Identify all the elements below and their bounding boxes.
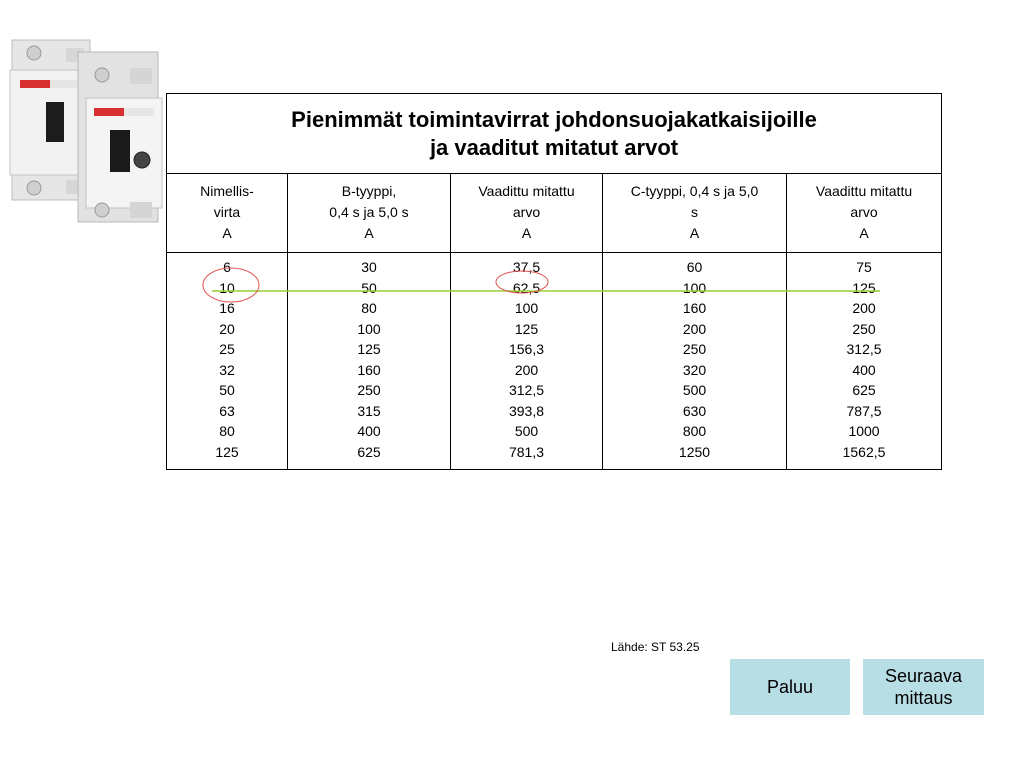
table-title (167, 94, 942, 174)
table-value: 625 (852, 382, 876, 398)
table-value: 320 (682, 361, 707, 378)
table-value: 100 (514, 300, 539, 316)
table-value: 500 (682, 382, 707, 398)
table-value: 1562,5 (842, 443, 886, 460)
table-value: 6 (223, 259, 231, 275)
column-header-line: Nimellis- (200, 183, 254, 199)
table-value: 200 (682, 320, 707, 337)
table-value: 20 (219, 320, 235, 337)
table-value: 62,5 (512, 279, 541, 296)
table-value: 500 (514, 423, 539, 439)
table-value: 16 (219, 300, 235, 316)
header-row (167, 174, 942, 253)
table-value: 125 (514, 320, 539, 337)
next-button-line2: mittaus (894, 688, 953, 708)
next-measurement-button[interactable] (863, 659, 984, 715)
table-value: 312,5 (508, 382, 545, 398)
table-value: 250 (357, 382, 381, 398)
column-header-line: A (364, 225, 374, 241)
current-table (166, 93, 942, 470)
table-value: 1250 (678, 443, 711, 460)
table-value: 37,5 (512, 259, 541, 275)
column-header-line: s (691, 204, 698, 220)
table-value: 200 (514, 361, 539, 378)
table-value: 400 (357, 423, 381, 439)
column-values (451, 253, 603, 470)
column-values (603, 253, 787, 470)
column-header-line: arvo (850, 204, 878, 220)
column-header-line: virta (213, 204, 241, 220)
next-button-line1: Seuraava (884, 666, 963, 686)
table-value: 63 (219, 402, 235, 419)
column-header-line: C-tyyppi, 0,4 s ja 5,0 (630, 183, 759, 199)
table-value: 80 (219, 423, 235, 439)
table-value: 200 (852, 300, 876, 316)
table-value: 160 (682, 300, 707, 316)
table-value: 50 (361, 279, 377, 296)
column-header-line: B-tyyppi, (341, 183, 397, 199)
column-values (787, 253, 942, 470)
back-button[interactable]: Paluu (730, 659, 850, 715)
table-value: 80 (361, 300, 377, 316)
table-value: 625 (357, 443, 381, 460)
table-value: 800 (682, 423, 707, 439)
table-value: 30 (361, 259, 377, 275)
table-value: 125 (215, 443, 239, 460)
table-value: 32 (219, 361, 235, 378)
column-header-line: A (859, 225, 869, 241)
table-value: 250 (682, 341, 707, 357)
table-value: 787,5 (846, 402, 882, 419)
table-value: 125 (852, 279, 876, 296)
column-header-line: 0,4 s ja 5,0 s (329, 204, 409, 220)
circuit-breaker-image (6, 30, 166, 230)
table-title-line2: ja vaaditut mitatut arvot (429, 134, 679, 160)
table-value: 100 (357, 320, 381, 337)
table-value: 630 (682, 402, 707, 419)
table-value: 312,5 (846, 341, 882, 357)
column-header (288, 174, 451, 253)
table-value: 60 (686, 259, 703, 275)
table-value: 10 (219, 279, 235, 296)
column-header-line: arvo (512, 204, 541, 220)
table-value: 25 (219, 341, 235, 357)
column-header (167, 174, 288, 253)
column-values (167, 253, 288, 470)
column-header-line: A (689, 225, 700, 241)
column-header-line: Vaadittu mitattu (478, 183, 575, 199)
table-value: 75 (856, 259, 872, 275)
table-value: 250 (852, 320, 876, 337)
column-header (451, 174, 603, 253)
data-row (167, 253, 942, 470)
column-header-line: A (521, 225, 532, 241)
table-value: 781,3 (508, 443, 545, 460)
table-value: 393,8 (508, 402, 545, 419)
table-value: 156,3 (508, 341, 545, 357)
table-value: 125 (357, 341, 381, 357)
table-value: 400 (852, 361, 876, 378)
column-values (288, 253, 451, 470)
table-value: 100 (682, 279, 707, 296)
column-header (787, 174, 942, 253)
column-header (603, 174, 787, 253)
column-header-line: A (222, 225, 232, 241)
table-value: 50 (219, 382, 235, 398)
table-title-line1: Pienimmät toimintavirrat johdonsuojakatkaisijoille (291, 106, 817, 132)
title-row (167, 94, 942, 174)
source-note: Lähde: ST 53.25 (611, 640, 700, 654)
column-header-line: Vaadittu mitattu (815, 183, 913, 199)
breaker-front (78, 52, 162, 222)
table-value: 160 (357, 361, 381, 378)
table-value: 1000 (848, 423, 880, 439)
table-value: 315 (357, 402, 381, 419)
